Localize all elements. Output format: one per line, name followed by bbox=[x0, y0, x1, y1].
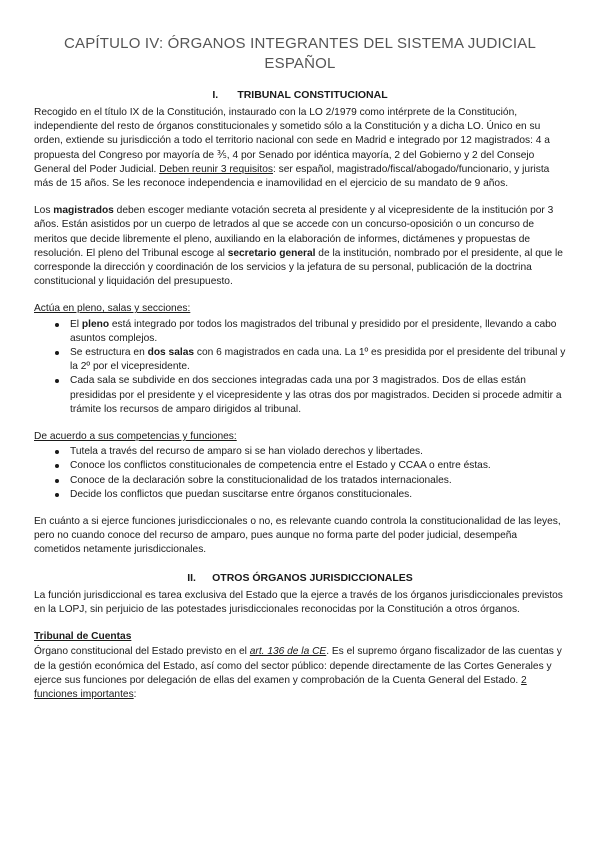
section-number: I. bbox=[212, 89, 219, 101]
paragraph-funciones-jurisdiccionales: En cuánto a si ejerce funciones jurisdiccionales o no, es relevante cuando controla la constitucionalidad de las leyes, pero no cuando conoce del recurso de amparo, pues aunque no forma parte del poder judicial, desempeña cometidos netamente jurisdiccionales. bbox=[34, 516, 561, 556]
text-run: Recogido en el título IX de la Constitución, instaurado con la LO 2/1979 como intérprete de la Constitución, independiente del resto de órganos constitucionales y sometido sólo a la Constitución y a dicha LO. Único en su orden, extiende su jurisdicción a todo el territorio nacional con sede en Madrid e integrado por 12 magistrados: 4 a propuesta del Congreso por mayoría de ⅗, 4 por Senado por idéntica mayoría, 2 del Gobierno y 2 del Consejo General del Poder Judicial. bbox=[34, 107, 550, 175]
text-run: deben escoger mediante votación secreta al presidente y al vicepresidente de la institución por 3 años. Están asistidos por un cuerpo de letrados al que se accede con un concurso-oposición o un concurso de meritos que decide libremente el pleno, auxiliando en la elaboración de informes, dictámenes y propuestas de resolución. El pleno del Tribunal escoge al bbox=[34, 205, 554, 259]
subheading-tribunal-de-cuentas: Tribunal de Cuentas bbox=[34, 631, 132, 643]
section-title: OTROS ÓRGANOS JURISDICCIONALES bbox=[212, 571, 413, 584]
list-item: Conoce los conflictos constitucionales de competencia entre el Estado y CCAA o entre éstas. bbox=[70, 459, 566, 473]
section-heading-otros-organos bbox=[34, 571, 566, 585]
section-title: TRIBUNAL CONSTITUCIONAL bbox=[237, 89, 388, 101]
text-run: : bbox=[133, 688, 137, 700]
text-run: Los bbox=[34, 205, 54, 217]
list-title-organizacion: Actúa en pleno, salas y secciones: bbox=[34, 303, 191, 315]
list-item: Decide los conflictos que puedan suscitarse entre órganos constitucionales. bbox=[70, 488, 566, 502]
text-run: de la institución, nombrado por el presidente, al que le corresponde la dirección y coordinación de los servicios y la jefatura de su personal, publicación de la doctrina constitucional y liquidación del presupuesto. bbox=[34, 247, 563, 288]
underlined-text: 2 funciones importantes bbox=[34, 674, 527, 700]
bold-text: magistrados bbox=[53, 205, 114, 217]
list-item: El pleno está integrado por todos los magistrados del tribunal y presidido por el presidente, llevando a cabo asuntos complejos. bbox=[70, 318, 566, 346]
paragraph-intro bbox=[34, 106, 566, 191]
bullet-list-competencias bbox=[34, 445, 566, 502]
text-run: : ser español, magistrado/fiscal/abogado/funcionario, y jurista más de 15 años. Se les reconoce independencia e inamovilidad en el ejercicio de su mandato de 9 años. bbox=[34, 163, 550, 190]
underlined-text: Deben reunir 3 requisitos bbox=[159, 163, 273, 175]
bold-text: secretario general bbox=[227, 247, 316, 259]
list-item: Cada sala se subdivide en dos secciones integradas cada una por 3 magistrados. Dos de ellas están presididas por el presidente y el vicepresidente y las otras dos por magistrados. Deciden si procede admitir a trámite los recursos de amparo dirigidos al tribunal. bbox=[70, 374, 566, 417]
paragraph-tribunal-de-cuentas bbox=[34, 645, 566, 702]
list-item: Conoce de la declaración sobre la constitucionalidad de los tratados internacionales. bbox=[70, 474, 566, 488]
section-heading-tribunal-constitucional bbox=[34, 88, 566, 102]
article-link[interactable]: art. 136 de la CE bbox=[249, 646, 327, 658]
list-item: Se estructura en dos salas con 6 magistrados en cada una. La 1º es presidida por el presidente del tribunal y la 2º por el vicepresidente. bbox=[70, 346, 566, 374]
text-run: . Es el supremo órgano fiscalizador de las cuentas y de la gestión económica del Estado, así como del sector público: depende directamente de las Cortes Generales y ejerce sus funciones por delegación de ellas del examen y comprobación de la Cuenta General del Estado. bbox=[34, 646, 562, 686]
section-number: II. bbox=[187, 571, 196, 584]
list-item: Tutela a través del recurso de amparo si se han violado derechos y libertades. bbox=[70, 445, 566, 459]
paragraph-magistrados bbox=[34, 204, 566, 289]
bullet-list-organizacion bbox=[34, 318, 566, 417]
paragraph-funcion-jurisdiccional: La función jurisdiccional es tarea exclusiva del Estado que la ejerce a través de los órganos jurisdiccionales previstos en la LOPJ, sin perjuicio de las potestades jurisdiccionales reconocidas por la Constitución a otros órganos. bbox=[34, 589, 563, 615]
text-run: Órgano constitucional del Estado previsto en el bbox=[34, 646, 250, 658]
chapter-title: CAPÍTULO IV: ÓRGANOS INTEGRANTES DEL SISTEMA JUDICIAL ESPAÑOL bbox=[63, 35, 537, 72]
list-title-competencias: De acuerdo a sus competencias y funciones: bbox=[34, 431, 237, 443]
